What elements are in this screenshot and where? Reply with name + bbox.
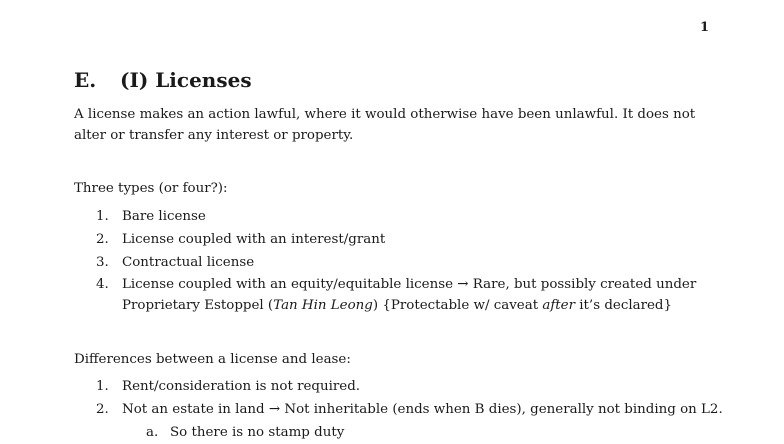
types-label: Three types (or four?): — [74, 181, 228, 196]
section-heading — [74, 68, 252, 92]
list-item — [96, 398, 734, 444]
sub-list-item-text: So there is no stamp duty — [170, 425, 345, 440]
list-number: 2. — [96, 232, 109, 247]
list-number: 1. — [96, 209, 109, 224]
list-number: 2. — [96, 402, 109, 417]
types-list — [96, 205, 734, 316]
emphasis-text: after — [542, 298, 576, 313]
list-item-text: License coupled with an interest/grant — [122, 232, 386, 247]
list-number: 1. — [96, 379, 109, 394]
list-number: 4. — [96, 277, 109, 292]
list-item — [96, 251, 734, 274]
section-title: (I) Licenses — [120, 68, 252, 92]
differences-label: Differences between a license and lease: — [74, 352, 351, 367]
list-item-text: Bare license — [122, 209, 206, 224]
sub-list-letter: a. — [146, 425, 159, 440]
list-item-text: it’s declared} — [575, 298, 672, 313]
list-item-text: Rent/consideration is not required. — [122, 379, 361, 394]
list-item — [96, 205, 734, 228]
differences-list — [96, 375, 734, 444]
list-item-text: Contractual license — [122, 255, 255, 270]
list-item-text: ) {Protectable w/ caveat — [372, 298, 543, 313]
section-letter: E. — [74, 68, 97, 92]
list-item-text: License coupled with an equity/equitable license → Rare, but possibly created under Proprietary Estoppel ( — [122, 277, 697, 313]
list-item — [96, 228, 734, 251]
intro-paragraph: A license makes an action lawful, where it would otherwise have been unlawful. It does not alter or transfer any interest or property. — [74, 107, 696, 143]
list-item-text: Not an estate in land → Not inheritable (ends when B dies), generally not binding on L2. — [122, 402, 723, 417]
list-item — [96, 274, 734, 316]
list-item — [96, 375, 734, 398]
page-number: 1 — [699, 20, 709, 35]
case-name: Tan Hin Leong — [273, 298, 373, 313]
list-number: 3. — [96, 255, 109, 270]
